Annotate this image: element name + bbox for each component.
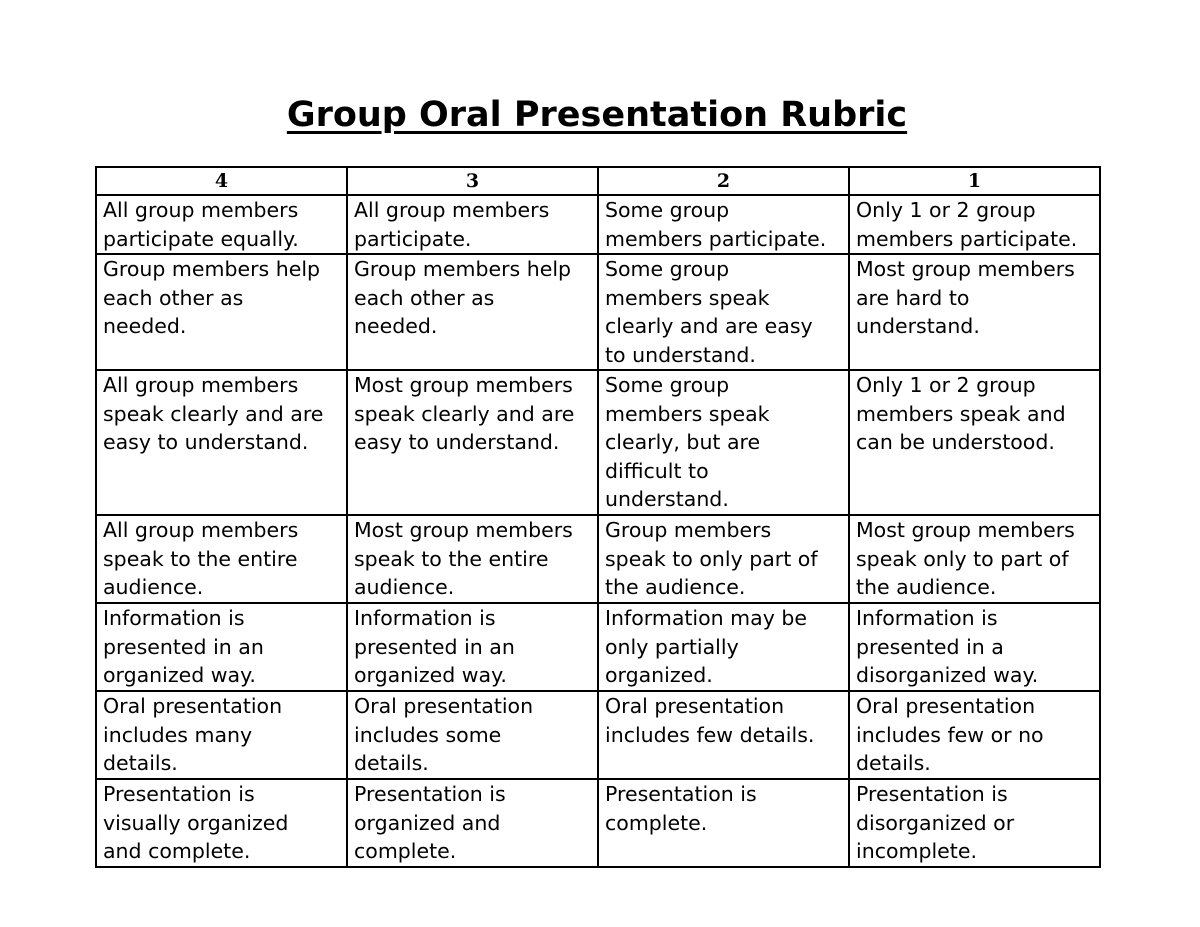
rubric-cell: Most group members speak to the entire audience. [347,515,598,603]
rubric-cell: Group members help each other as needed. [96,254,347,370]
header-row [96,167,1100,195]
rubric-cell: All group members participate equally. [96,195,347,254]
rubric-cell: Group members help each other as needed. [347,254,598,370]
rubric-cell: Oral presentation includes some details. [347,691,598,779]
rubric-cell: Oral presentation includes few or no details. [849,691,1100,779]
rubric-cell: All group members speak to the entire audience. [96,515,347,603]
criterion-row-participation [96,195,1100,254]
criterion-row-teamwork [96,254,1100,370]
header-score-1: 1 [849,167,1100,195]
criterion-row-organization [96,603,1100,691]
rubric-cell: Only 1 or 2 group members participate. [849,195,1100,254]
rubric-cell: Most group members are hard to understand. [849,254,1100,370]
rubric-cell: Oral presentation includes few details. [598,691,849,779]
rubric-cell: Information is presented in an organized way. [347,603,598,691]
rubric-cell: Presentation is organized and complete. [347,779,598,867]
rubric-cell: All group members speak clearly and are easy to understand. [96,370,347,515]
page-title-text: Group Oral Presentation Rubric [286,95,908,135]
header-score-3: 3 [347,167,598,195]
criterion-row-audience [96,515,1100,603]
rubric-cell: Most group members speak clearly and are easy to understand. [347,370,598,515]
rubric-cell: Only 1 or 2 group members speak and can be understood. [849,370,1100,515]
rubric-cell: Information may be only partially organized. [598,603,849,691]
rubric-cell: Some group members speak clearly and are easy to understand. [598,254,849,370]
criterion-row-details [96,691,1100,779]
header-score-2: 2 [598,167,849,195]
rubric-cell: Most group members speak only to part of the audience. [849,515,1100,603]
rubric-cell: Information is presented in an organized way. [96,603,347,691]
criterion-row-clarity [96,370,1100,515]
rubric-cell: Some group members participate. [598,195,849,254]
rubric-cell: Presentation is disorganized or incomplete. [849,779,1100,867]
rubric-cell: All group members participate. [347,195,598,254]
rubric-cell: Group members speak to only part of the audience. [598,515,849,603]
page-title [0,92,1194,138]
rubric-cell: Presentation is visually organized and complete. [96,779,347,867]
rubric-cell: Oral presentation includes many details. [96,691,347,779]
header-score-4: 4 [96,167,347,195]
rubric-cell: Information is presented in a disorganized way. [849,603,1100,691]
rubric-cell: Presentation is complete. [598,779,849,867]
rubric-cell: Some group members speak clearly, but are difficult to understand. [598,370,849,515]
rubric-table [95,166,1101,868]
criterion-row-completeness [96,779,1100,867]
